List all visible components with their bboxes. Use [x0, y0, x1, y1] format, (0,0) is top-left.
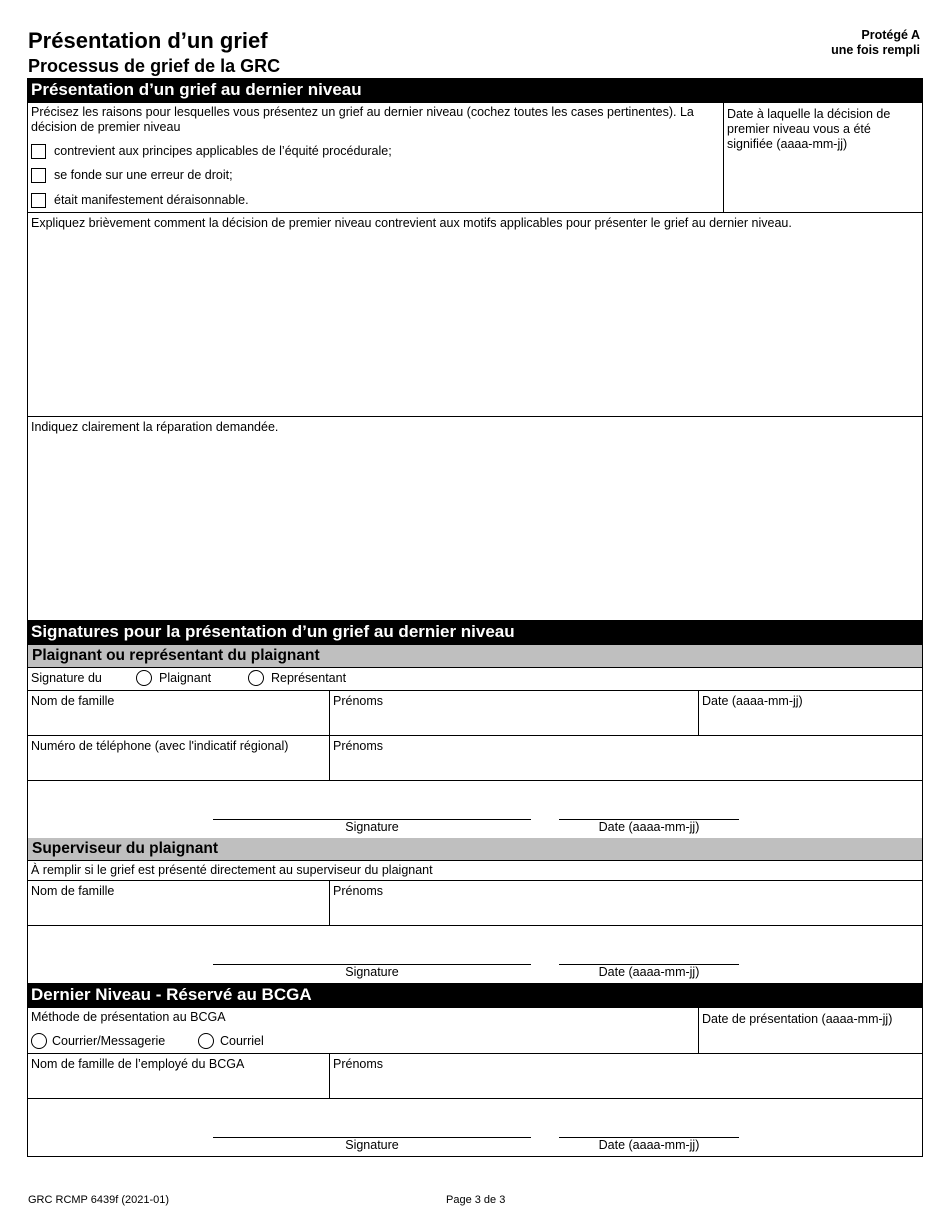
- radio-option-representative[interactable]: [248, 670, 346, 686]
- griever-date-field[interactable]: [698, 690, 923, 736]
- signature-of-row: [27, 667, 923, 691]
- radio-representative[interactable]: [248, 670, 264, 686]
- page-subtitle: Processus de grief de la GRC: [28, 56, 281, 76]
- radio-representative-label: Représentant: [271, 670, 347, 685]
- radio-griever-label: Plaignant: [159, 670, 212, 685]
- griever-phone-label: Numéro de téléphone (avec l'indicatif régional): [31, 739, 289, 753]
- radio-option-griever[interactable]: [136, 670, 211, 686]
- reason-label-2: se fonde sur une erreur de droit;: [54, 167, 233, 182]
- signature-of-label: Signature du: [31, 671, 102, 685]
- griever-sig-date-caption: Date (aaaa-mm-jj): [598, 820, 700, 834]
- radio-email-label: Courriel: [220, 1033, 264, 1048]
- protection-line-1: Protégé A: [861, 28, 920, 42]
- decision-date-field[interactable]: [723, 102, 923, 213]
- bcga-given-names-label: Prénoms: [333, 1057, 384, 1071]
- radio-email[interactable]: [198, 1033, 214, 1049]
- bcga-signature-block: [27, 1098, 923, 1157]
- radio-courier[interactable]: [31, 1033, 47, 1049]
- supervisor-surname-field[interactable]: [27, 880, 330, 926]
- supervisor-surname-label: Nom de famille: [31, 884, 115, 898]
- griever-given-names-label: Prénoms: [333, 694, 384, 708]
- reason-option-error-of-law[interactable]: [31, 166, 233, 184]
- bcga-signature-caption: Signature: [345, 1138, 399, 1152]
- submission-method-cell: [27, 1007, 699, 1054]
- protection-marking: [831, 28, 920, 58]
- reason-option-unreasonable[interactable]: [31, 191, 249, 209]
- subsection-heading-griever: Plaignant ou représentant du plaignant: [27, 645, 923, 668]
- page-title: Présentation d’un grief: [28, 28, 268, 53]
- protection-line-2: une fois rempli: [831, 43, 920, 57]
- representative-given-names-label: Prénoms: [333, 739, 384, 753]
- remedy-label: Indiquez clairement la réparation demandée.: [31, 420, 279, 434]
- radio-griever[interactable]: [136, 670, 152, 686]
- representative-given-names-field[interactable]: [329, 735, 923, 781]
- supervisor-signature-caption: Signature: [345, 965, 399, 979]
- checkbox-unreasonable[interactable]: [31, 193, 46, 208]
- radio-courier-label: Courrier/Messagerie: [52, 1033, 166, 1048]
- griever-surname-label: Nom de famille: [31, 694, 115, 708]
- section-heading-final-level: Présentation d’un grief au dernier niveau: [27, 78, 923, 103]
- submission-date-label: Date de présentation (aaaa-mm-jj): [702, 1012, 893, 1026]
- bcga-given-names-field[interactable]: [329, 1053, 923, 1099]
- supervisor-note: À remplir si le grief est présenté directement au superviseur du plaignant: [31, 863, 433, 877]
- checkbox-error-of-law[interactable]: [31, 168, 46, 183]
- griever-phone-field[interactable]: [27, 735, 330, 781]
- supervisor-given-names-label: Prénoms: [333, 884, 384, 898]
- griever-signature-caption: Signature: [345, 820, 399, 834]
- reasons-intro: Précisez les raisons pour lesquelles vous présentez un grief au dernier niveau (cochez toutes les cases pertinentes). La décision de premier niveau: [31, 105, 694, 134]
- explanation-label: Expliquez brièvement comment la décision de premier niveau contrevient aux motifs applicables pour présenter le grief au dernier niveau.: [31, 216, 792, 230]
- reason-label-1: contrevient aux principes applicables de l’équité procédurale;: [54, 143, 392, 158]
- griever-given-names-field[interactable]: [329, 690, 699, 736]
- reason-option-procedural-fairness[interactable]: [31, 142, 392, 160]
- reason-label-3: était manifestement déraisonnable.: [54, 192, 249, 207]
- checkbox-procedural-fairness[interactable]: [31, 144, 46, 159]
- supervisor-sig-date-caption: Date (aaaa-mm-jj): [598, 965, 700, 979]
- bcga-sig-date-caption: Date (aaaa-mm-jj): [598, 1138, 700, 1152]
- page-number: Page 3 de 3: [446, 1194, 506, 1206]
- form-identifier: GRC RCMP 6439f (2021-01): [28, 1194, 170, 1206]
- bcga-surname-field[interactable]: [27, 1053, 330, 1099]
- section-heading-signatures: Signatures pour la présentation d’un grief au dernier niveau: [27, 620, 923, 645]
- griever-signature-block: [27, 780, 923, 839]
- griever-surname-field[interactable]: [27, 690, 330, 736]
- submission-date-field[interactable]: [698, 1007, 923, 1054]
- supervisor-signature-block: [27, 925, 923, 984]
- bcga-surname-label: Nom de famille de l’employé du BCGA: [31, 1057, 245, 1071]
- subsection-heading-supervisor: Superviseur du plaignant: [27, 838, 923, 861]
- radio-option-courier[interactable]: [31, 1033, 165, 1049]
- explanation-field[interactable]: [27, 212, 923, 417]
- griever-date-label: Date (aaaa-mm-jj): [702, 694, 803, 708]
- supervisor-given-names-field[interactable]: [329, 880, 923, 926]
- supervisor-note-row: [27, 860, 923, 881]
- reasons-cell: [27, 102, 724, 213]
- submission-method-label: Méthode de présentation au BCGA: [31, 1010, 226, 1024]
- remedy-field[interactable]: [27, 416, 923, 621]
- decision-date-label: Date à laquelle la décision de premier niveau vous a été signifiée (aaaa-mm-jj): [727, 107, 891, 151]
- radio-option-email[interactable]: [198, 1033, 264, 1049]
- section-heading-bcga: Dernier Niveau - Réservé au BCGA: [27, 983, 923, 1008]
